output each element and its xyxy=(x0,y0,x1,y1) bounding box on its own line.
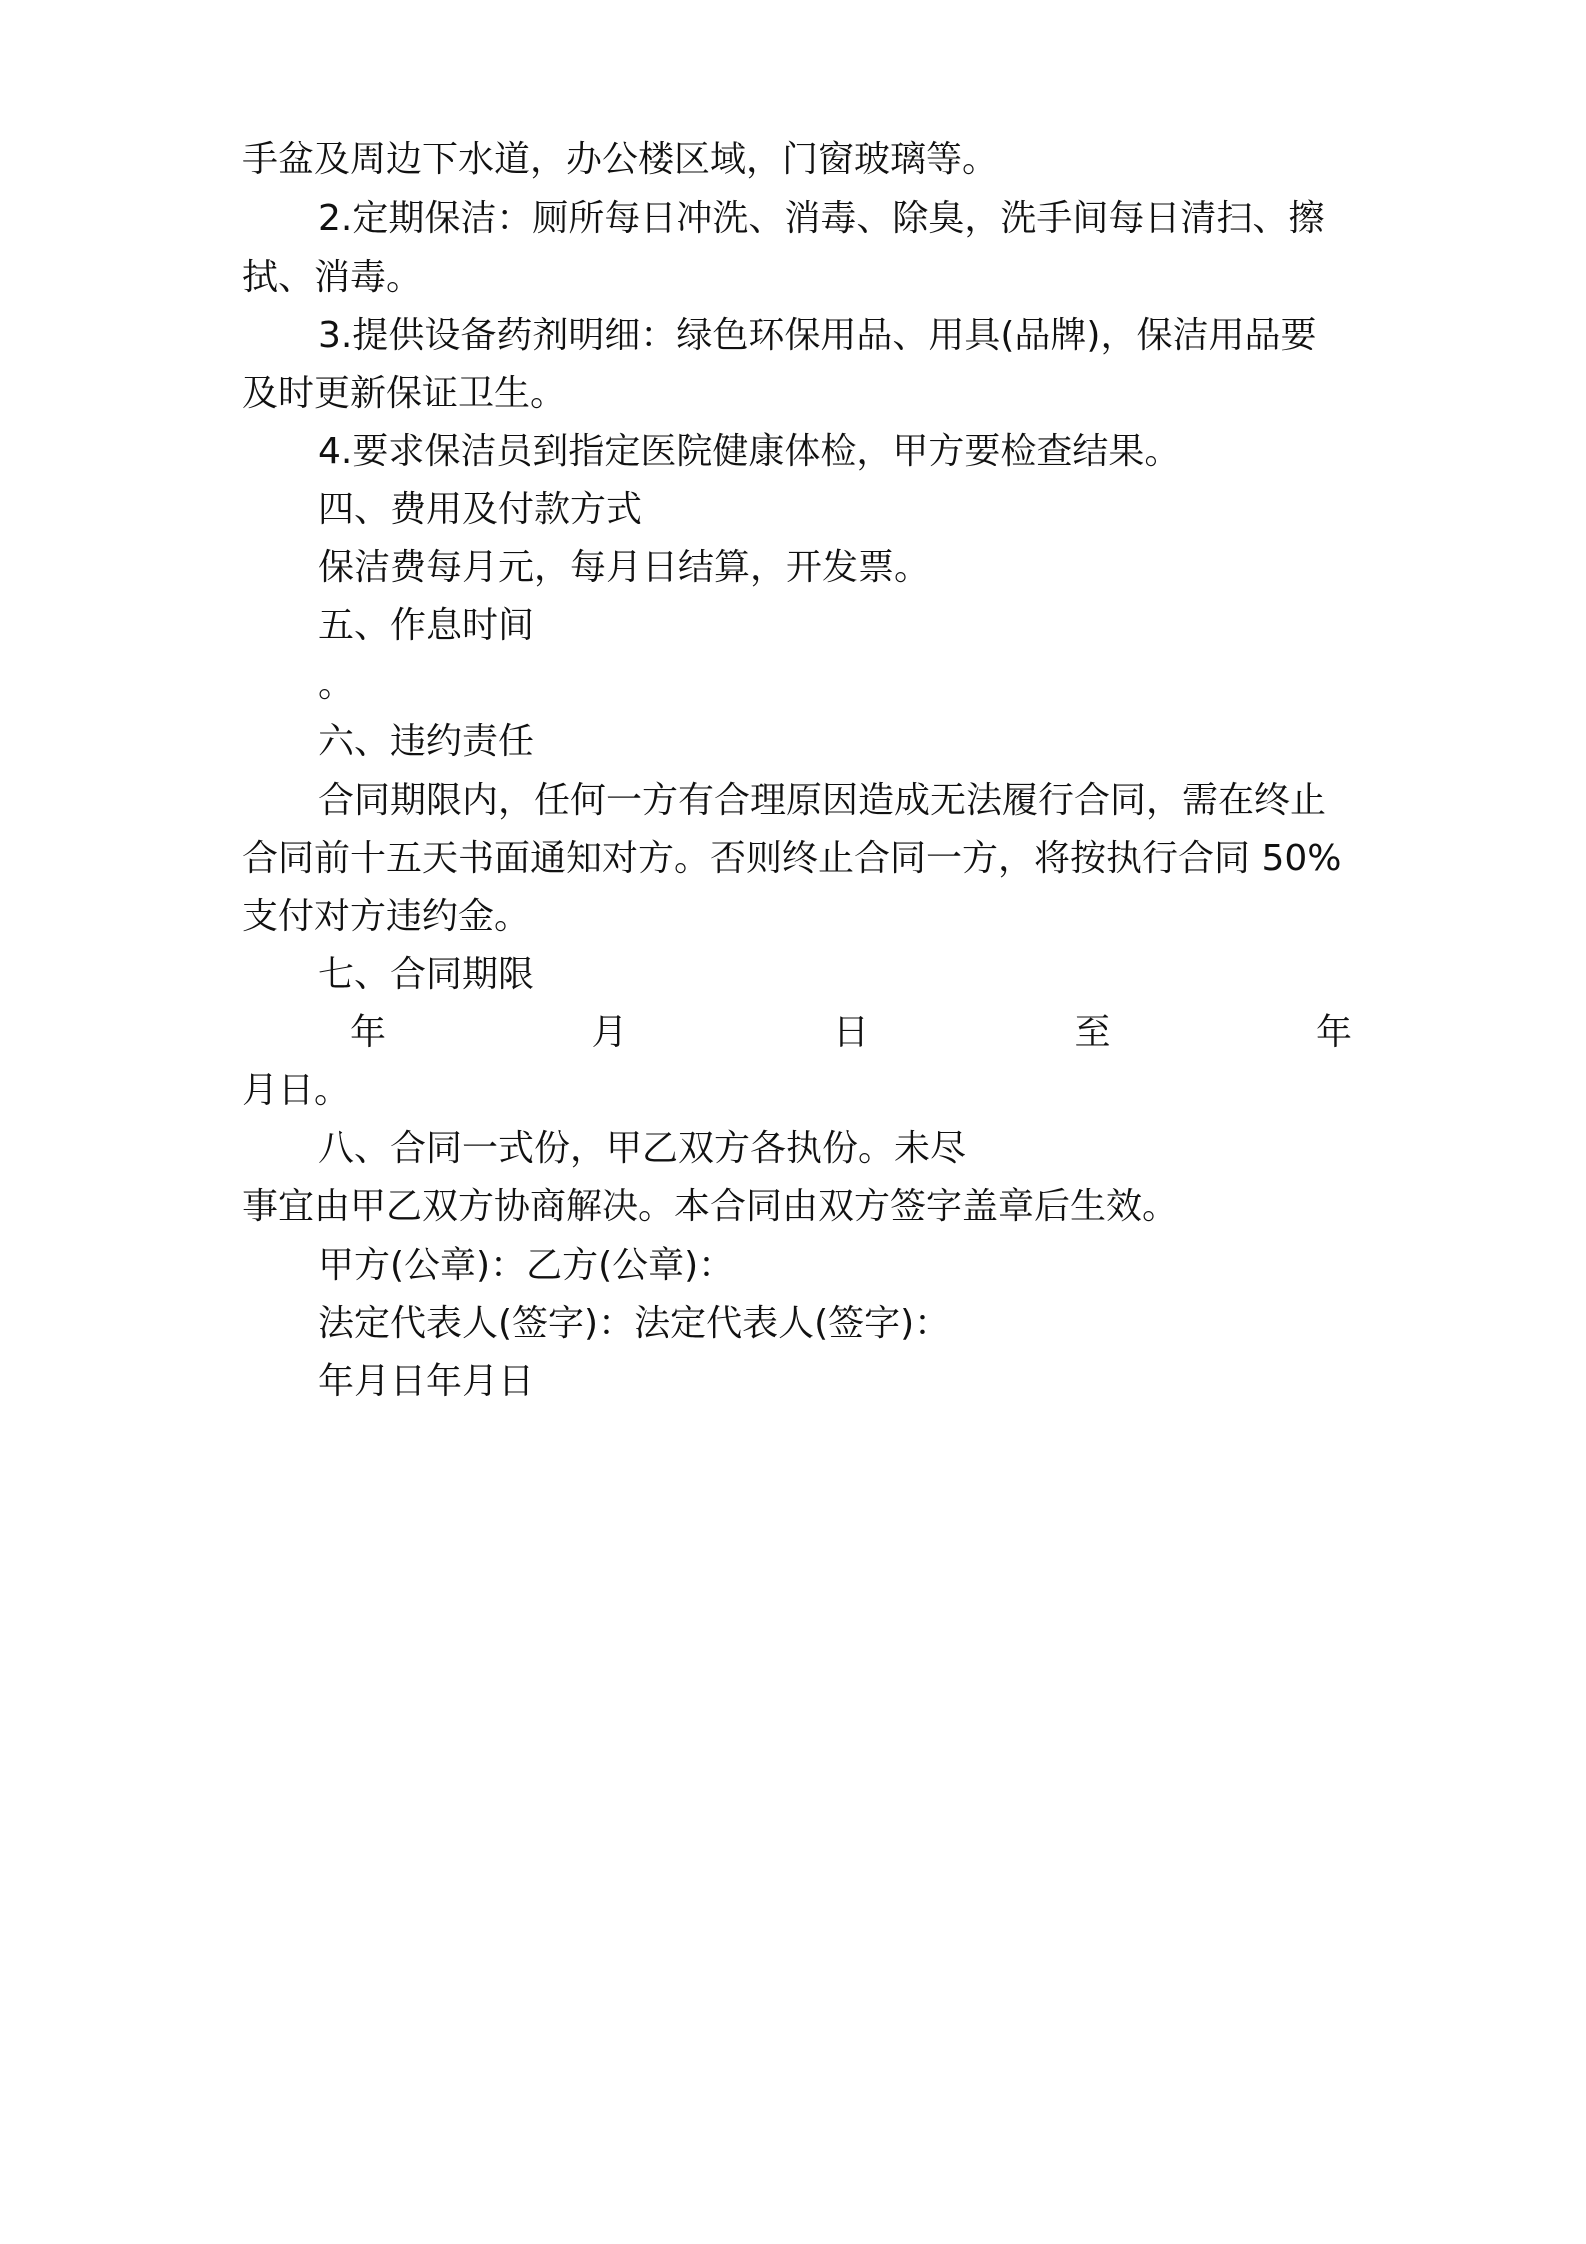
breach-clause: 合同期限内，任何一方有合理原因造成无法履行合同，需在终止 xyxy=(318,780,1327,821)
breach-clause-continuation-2: 支付对方违约金。 xyxy=(242,896,531,937)
section-4-heading: 四、费用及付款方式 xyxy=(318,489,643,530)
breach-clause-continuation-1: 合同前十五天书面通知对方。否则终止合同一方，将按执行合同 50% xyxy=(242,838,1342,879)
clause-3-3: 3.提供设备药剂明细：绿色环保用品、用具(品牌)，保洁用品要 xyxy=(318,315,1317,356)
signing-date-line: 年月日年月日 xyxy=(318,1361,535,1402)
term-end-year: 年 xyxy=(1315,1012,1352,1053)
section-6-heading: 六、违约责任 xyxy=(318,721,535,762)
clause-3-3-continuation: 及时更新保证卫生。 xyxy=(242,373,567,414)
clause-3-2: 2.定期保洁：厕所每日冲洗、消毒、除臭，洗手间每日清扫、擦 xyxy=(318,198,1325,239)
term-start-year: 年 xyxy=(350,1012,387,1053)
clause-3-4: 4.要求保洁员到指定医院健康体检，甲方要检查结果。 xyxy=(318,431,1181,472)
clause-3-1-continuation: 手盆及周边下水道，办公楼区域，门窗玻璃等。 xyxy=(242,139,999,180)
term-start-month: 月 xyxy=(591,1012,628,1053)
section-5-heading: 五、作息时间 xyxy=(318,605,535,646)
seal-line: 甲方(公章)：乙方(公章)： xyxy=(318,1245,735,1286)
section-7-heading: 七、合同期限 xyxy=(318,954,535,995)
copies-clause-continuation: 事宜由甲乙双方协商解决。本合同由双方签字盖章后生效。 xyxy=(242,1186,1179,1227)
copies-clause: 八、合同一式份，甲乙双方各执份。未尽 xyxy=(318,1128,967,1169)
term-to: 至 xyxy=(1074,1012,1111,1053)
representative-line: 法定代表人(签字)：法定代表人(签字)： xyxy=(318,1303,951,1344)
term-line-1 xyxy=(350,1012,1352,1061)
clause-3-2-continuation: 拭、消毒。 xyxy=(242,257,423,298)
fee-line: 保洁费每月元，每月日结算，开发票。 xyxy=(318,547,931,588)
term-start-day: 日 xyxy=(832,1012,869,1053)
worktime-line: 。 xyxy=(318,664,355,705)
term-line-2: 月日。 xyxy=(242,1070,351,1111)
